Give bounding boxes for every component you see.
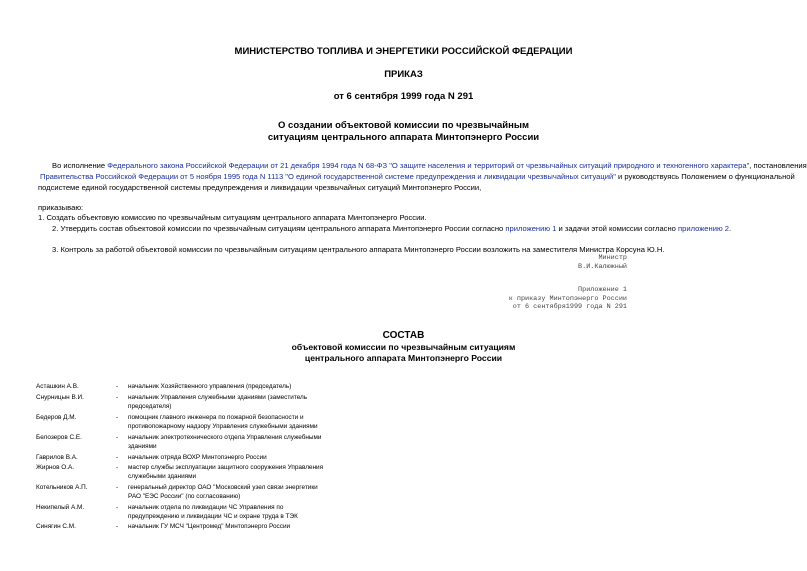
member-dash: -	[116, 523, 119, 530]
member-position-line: начальник отряда ВОХР Минтопэнерго России	[128, 454, 267, 461]
member-position	[128, 382, 343, 391]
intro-text-b: , постановления	[749, 161, 807, 170]
member-dash: -	[116, 394, 119, 401]
member-position-line: начальник Хозяйственного управления (председатель)	[128, 383, 292, 390]
composition-subtitle-2: центрального аппарата Минтопэнерго России	[304, 353, 503, 363]
member-name: Снурницын В.И.	[36, 394, 84, 401]
signature-position: Министр	[598, 254, 627, 262]
member-position-line: начальник отдела по ликвидации ЧС Управления по	[128, 504, 284, 511]
member-position	[128, 453, 343, 462]
composition-subtitle-1: объектовой комиссии по чрезвычайным ситуациям	[291, 342, 516, 352]
federal-law-link[interactable]: Федерального закона Российской Федерации от 21 декабря 1994 года N 68-ФЗ "О защите населения и территорий от чрезвычайных ситуаций природного и техногенного характера"	[107, 161, 750, 170]
appendix-1-link[interactable]: приложению 1	[505, 224, 557, 233]
intro-text-c: и руководствуясь Положением о функциональной	[615, 172, 795, 181]
member-position-line: начальник электротехнического отдела Управления служебными	[128, 434, 322, 441]
member-name: Бедеров Д.М.	[36, 414, 77, 421]
member-name: Асташкин А.В.	[36, 383, 79, 390]
member-name: Жирнов О.А.	[36, 464, 75, 471]
member-position	[128, 463, 343, 481]
member-position-line: предупреждению и ликвидации ЧС и охране труда в ТЭК	[128, 513, 298, 520]
member-dash: -	[116, 414, 119, 421]
intro-line-1	[52, 160, 807, 171]
appendix-ref-line-1: Приложение 1	[578, 286, 627, 294]
composition-title: СОСТАВ	[382, 330, 425, 341]
member-position-line: начальник ГУ МСЧ "Центромед" Минтопэнерго России	[128, 523, 291, 530]
member-position-line: зданиями	[128, 443, 157, 450]
appendix-ref-line-2: к приказу Минтопэнерго России	[508, 295, 627, 303]
member-dash: -	[116, 464, 119, 471]
order-item-3: 3. Контроль за работой объектовой комиссии по чрезвычайным ситуациям центрального аппарата Минтопэнерго России возложить на заместителя Министра Корсуна Ю.Н.	[52, 245, 665, 254]
member-name: Синягин С.М.	[36, 523, 76, 530]
member-position-line: мастер службы эксплуатации защитного сооружения Управления	[128, 464, 324, 471]
appendix-2-link[interactable]: приложению 2	[678, 224, 729, 233]
member-position-line: председателя)	[128, 403, 172, 410]
member-dash: -	[116, 504, 119, 511]
member-position-line: противопожарному надзору Управления служебными зданиями	[128, 423, 318, 430]
member-name: Котельников А.П.	[36, 484, 88, 491]
member-dash: -	[116, 434, 119, 441]
member-dash: -	[116, 383, 119, 390]
member-position-line: служебными зданиями	[128, 473, 197, 480]
intro-line-2	[40, 171, 795, 182]
member-position-line: РАО "ЕЭС России" (по согласованию)	[128, 493, 241, 500]
member-name: Некипелый А.М.	[36, 504, 85, 511]
member-dash: -	[116, 484, 119, 491]
member-position	[128, 483, 343, 501]
member-position	[128, 522, 343, 531]
intro-text-a: Во исполнение	[52, 161, 108, 170]
member-position-line: помощник главного инженера по пожарной безопасности и	[128, 414, 304, 421]
member-position	[128, 433, 343, 451]
order-item-2-end: .	[729, 224, 732, 233]
intro-line-3: подсистеме единой государственной системы предупреждения и ликвидации чрезвычайных ситуаций Минтопэнерго России,	[38, 183, 482, 192]
government-decree-link[interactable]: Правительства Российской Федерации от 5 ноября 1995 года N 1113 "О единой государственной системе предупреждения и ликвидации чрезвычайных ситуаций"	[40, 172, 616, 181]
appendix-ref-line-3: от 6 сентября1999 года N 291	[512, 303, 627, 311]
member-position	[128, 413, 343, 431]
member-position	[128, 393, 343, 411]
member-dash: -	[116, 454, 119, 461]
member-position-line: генеральный директор ОАО "Московский узел связи энергетики	[128, 484, 318, 491]
order-item-1: 1. Создать объектовую комиссию по чрезвычайным ситуациям центрального аппарата Минтопэнерго России.	[38, 213, 427, 222]
doc-title-line-2: ситуациям центрального аппарата Минтопэнерго России	[267, 132, 540, 143]
member-position	[128, 503, 343, 521]
member-position-line: начальник Управления служебными зданиями (заместитель	[128, 394, 308, 401]
order-word: приказываю:	[38, 203, 84, 212]
doc-date-number: от 6 сентября 1999 года N 291	[333, 91, 474, 102]
signature-name: В.И.Калюжный	[578, 263, 627, 271]
doc-type-heading: ПРИКАЗ	[384, 69, 423, 80]
order-item-2-text: 2. Утвердить состав объектовой комиссии по чрезвычайным ситуациям центрального аппарата Минтопэнерго России согласно	[52, 224, 506, 233]
member-name: Белозеров С.Е.	[36, 434, 82, 441]
doc-title-line-1: О создании объектовой комиссии по чрезвычайным	[278, 120, 529, 131]
ministry-heading: МИНИСТЕРСТВО ТОПЛИВА И ЭНЕРГЕТИКИ РОССИЙСКОЙ ФЕДЕРАЦИИ	[234, 46, 573, 57]
order-item-2	[52, 223, 731, 234]
member-name: Гаврилов В.А.	[36, 454, 78, 461]
order-item-2-text-b: и задачи этой комиссии согласно	[556, 224, 678, 233]
